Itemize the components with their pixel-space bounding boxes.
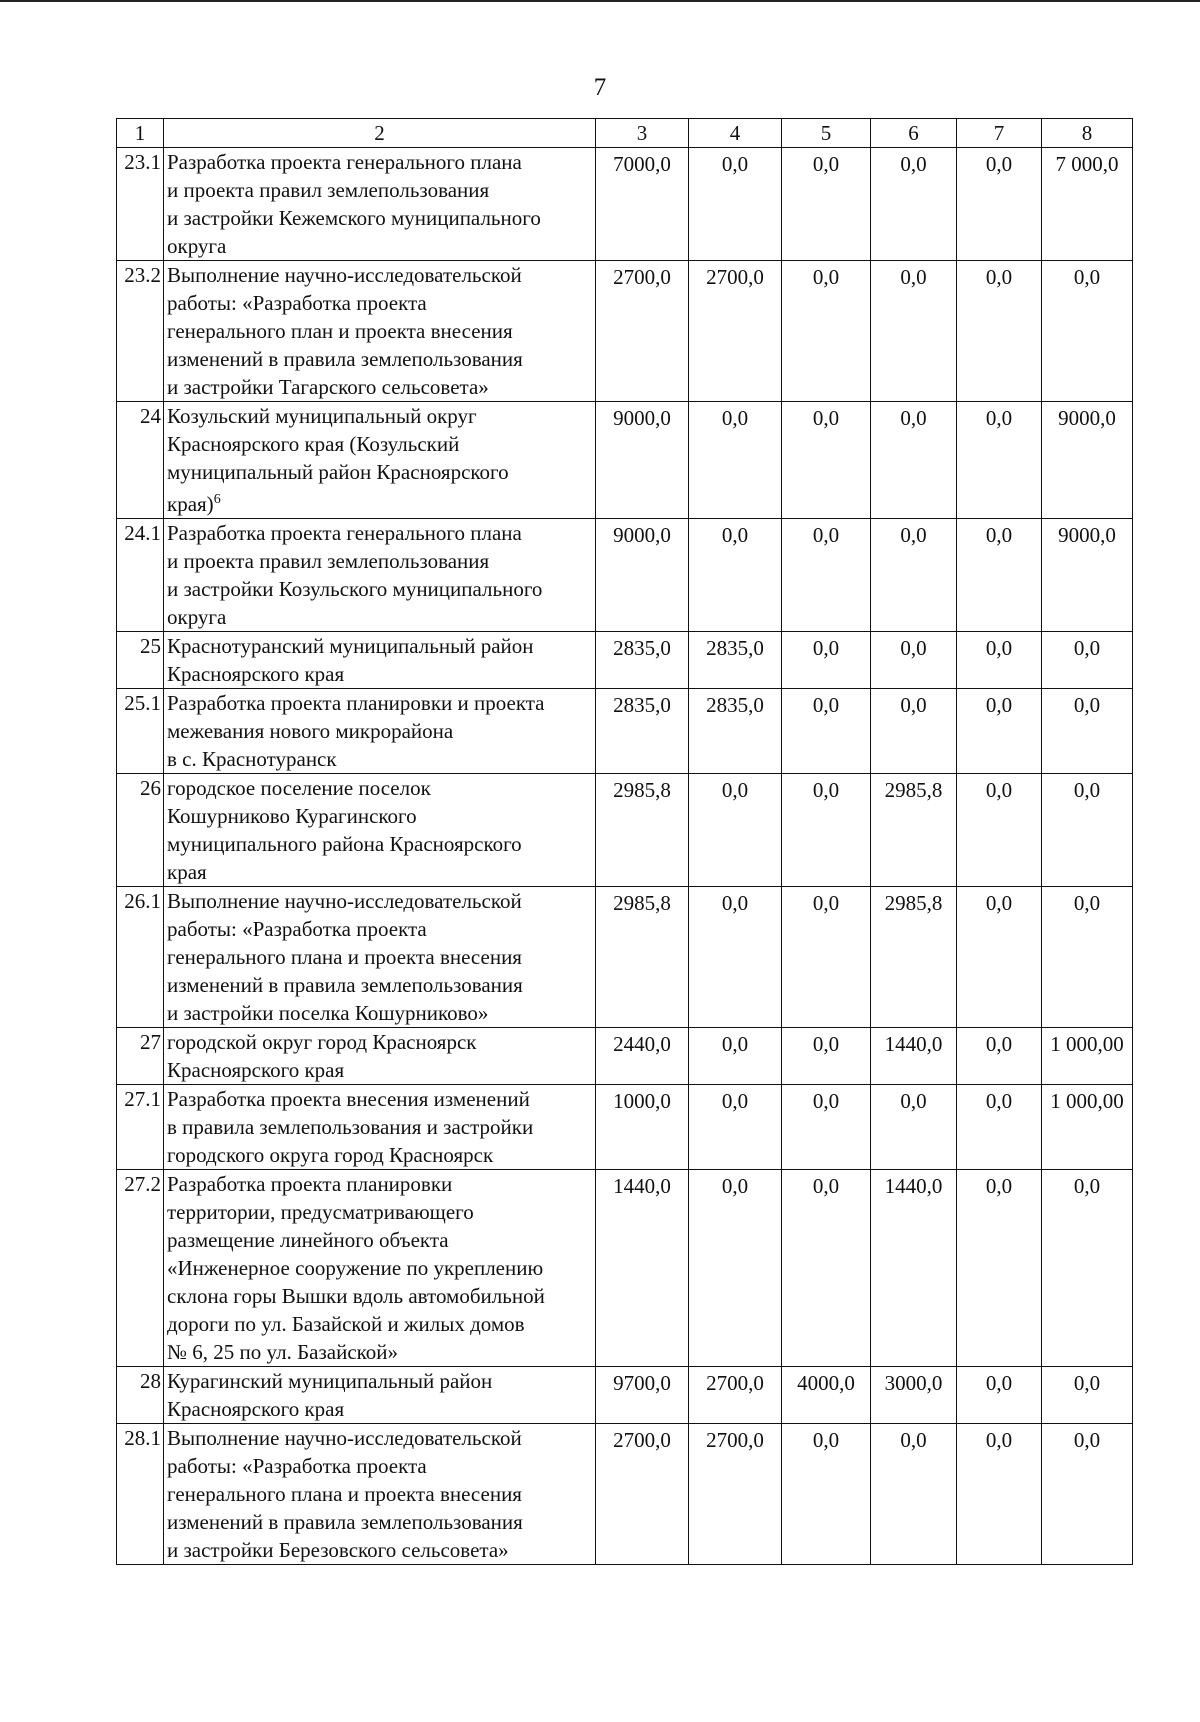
table-row xyxy=(117,519,1133,632)
description-line xyxy=(167,1170,593,1198)
description-text: Краснотуранский муниципальный район xyxy=(167,634,534,658)
description-text: края xyxy=(167,860,207,884)
description-text: и проекта правил землепользования xyxy=(167,549,490,573)
value-cell-col8: 0,0 xyxy=(1042,887,1133,1028)
value-cell-col3: 7000,0 xyxy=(596,148,689,261)
description-text: работы: «Разработка проекта xyxy=(167,291,427,315)
value-cell-col5: 0,0 xyxy=(782,1170,871,1367)
value-cell-col8: 1 000,00 xyxy=(1042,1028,1133,1085)
footnote-marker: 6 xyxy=(213,492,221,507)
description-text: генерального плана и проекта внесения xyxy=(167,945,522,969)
value-cell-col8: 0,0 xyxy=(1042,774,1133,887)
value-cell-col8: 9000,0 xyxy=(1042,402,1133,519)
description-line xyxy=(167,232,593,260)
row-number: 25 xyxy=(117,632,164,689)
description-text: в с. Краснотуранск xyxy=(167,747,337,771)
value-cell-col5: 0,0 xyxy=(782,1085,871,1170)
description-text: городского округа город Красноярск xyxy=(167,1143,494,1167)
description-line xyxy=(167,887,593,915)
row-number: 28 xyxy=(117,1367,164,1424)
column-header: 1 xyxy=(117,119,164,148)
description-text: округа xyxy=(167,234,227,258)
table-body xyxy=(117,148,1133,1565)
row-number: 26.1 xyxy=(117,887,164,1028)
table-row xyxy=(117,632,1133,689)
row-number: 27 xyxy=(117,1028,164,1085)
description-text: изменений в правила землепользования xyxy=(167,973,523,997)
row-description xyxy=(164,632,596,689)
row-number: 27.2 xyxy=(117,1170,164,1367)
value-cell-col7: 0,0 xyxy=(957,148,1042,261)
description-text: городское поселение поселок xyxy=(167,776,431,800)
description-line xyxy=(167,345,593,373)
value-cell-col3: 1000,0 xyxy=(596,1085,689,1170)
description-line xyxy=(167,745,593,773)
value-cell-col5: 0,0 xyxy=(782,261,871,402)
value-cell-col6: 1440,0 xyxy=(871,1028,957,1085)
value-cell-col6: 0,0 xyxy=(871,261,957,402)
description-line xyxy=(167,1480,593,1508)
column-header: 3 xyxy=(596,119,689,148)
table-row xyxy=(117,1170,1133,1367)
description-text: края) xyxy=(167,492,214,516)
value-cell-col3: 2835,0 xyxy=(596,632,689,689)
description-line xyxy=(167,1198,593,1226)
description-text: размещение линейного объекта xyxy=(167,1228,449,1252)
description-line xyxy=(167,1254,593,1282)
description-line xyxy=(167,1508,593,1536)
row-number: 24.1 xyxy=(117,519,164,632)
description-text: Красноярского края (Козульский xyxy=(167,432,460,456)
description-text: и застройки поселка Кошурниково» xyxy=(167,1001,489,1025)
value-cell-col8: 9000,0 xyxy=(1042,519,1133,632)
column-header: 6 xyxy=(871,119,957,148)
value-cell-col6: 2985,8 xyxy=(871,774,957,887)
description-text: муниципального района Красноярского xyxy=(167,832,522,856)
row-number: 24 xyxy=(117,402,164,519)
description-text: Кошурниково Курагинского xyxy=(167,804,417,828)
description-text: Разработка проекта генерального плана xyxy=(167,521,522,545)
row-number: 23.2 xyxy=(117,261,164,402)
description-line xyxy=(167,519,593,547)
description-text: Выполнение научно-исследовательской xyxy=(167,1426,522,1450)
description-line xyxy=(167,943,593,971)
value-cell-col8: 0,0 xyxy=(1042,1424,1133,1565)
value-cell-col4: 2700,0 xyxy=(689,1424,782,1565)
description-line xyxy=(167,486,593,518)
description-text: Разработка проекта внесения изменений xyxy=(167,1087,530,1111)
row-description xyxy=(164,887,596,1028)
value-cell-col8: 0,0 xyxy=(1042,632,1133,689)
description-line xyxy=(167,999,593,1027)
row-description xyxy=(164,148,596,261)
value-cell-col7: 0,0 xyxy=(957,1367,1042,1424)
value-cell-col6: 1440,0 xyxy=(871,1170,957,1367)
value-cell-col7: 0,0 xyxy=(957,1085,1042,1170)
description-text: городской округ город Красноярск xyxy=(167,1030,477,1054)
description-text: «Инженерное сооружение по укреплению xyxy=(167,1256,544,1280)
column-header: 5 xyxy=(782,119,871,148)
value-cell-col3: 2985,8 xyxy=(596,774,689,887)
description-text: работы: «Разработка проекта xyxy=(167,1454,427,1478)
value-cell-col6: 0,0 xyxy=(871,402,957,519)
value-cell-col3: 9000,0 xyxy=(596,402,689,519)
description-line xyxy=(167,575,593,603)
value-cell-col3: 2985,8 xyxy=(596,887,689,1028)
value-cell-col5: 0,0 xyxy=(782,148,871,261)
description-text: межевания нового микрорайона xyxy=(167,719,454,743)
row-number: 23.1 xyxy=(117,148,164,261)
value-cell-col5: 0,0 xyxy=(782,887,871,1028)
description-text: работы: «Разработка проекта xyxy=(167,917,427,941)
table-row xyxy=(117,1085,1133,1170)
table-row xyxy=(117,148,1133,261)
value-cell-col8: 1 000,00 xyxy=(1042,1085,1133,1170)
description-line xyxy=(167,689,593,717)
description-line xyxy=(167,1310,593,1338)
description-text: Красноярского края xyxy=(167,662,345,686)
row-description xyxy=(164,1367,596,1424)
header-row xyxy=(117,119,1133,148)
description-line xyxy=(167,1424,593,1452)
value-cell-col6: 0,0 xyxy=(871,1085,957,1170)
description-line xyxy=(167,1395,593,1423)
column-header: 7 xyxy=(957,119,1042,148)
description-line xyxy=(167,1141,593,1169)
table-row xyxy=(117,261,1133,402)
description-line xyxy=(167,858,593,886)
description-line xyxy=(167,1536,593,1564)
row-description xyxy=(164,261,596,402)
value-cell-col7: 0,0 xyxy=(957,774,1042,887)
value-cell-col4: 0,0 xyxy=(689,774,782,887)
value-cell-col4: 0,0 xyxy=(689,1085,782,1170)
value-cell-col3: 9000,0 xyxy=(596,519,689,632)
column-header: 2 xyxy=(164,119,596,148)
value-cell-col4: 2835,0 xyxy=(689,689,782,774)
description-line xyxy=(167,458,593,486)
value-cell-col7: 0,0 xyxy=(957,1028,1042,1085)
value-cell-col4: 2835,0 xyxy=(689,632,782,689)
table-row xyxy=(117,1028,1133,1085)
value-cell-col3: 9700,0 xyxy=(596,1367,689,1424)
table-row xyxy=(117,402,1133,519)
column-header: 8 xyxy=(1042,119,1133,148)
row-description xyxy=(164,1085,596,1170)
value-cell-col5: 0,0 xyxy=(782,774,871,887)
value-cell-col7: 0,0 xyxy=(957,689,1042,774)
value-cell-col5: 0,0 xyxy=(782,519,871,632)
description-text: и застройки Тагарского сельсовета» xyxy=(167,375,489,399)
description-text: Выполнение научно-исследовательской xyxy=(167,263,522,287)
description-line xyxy=(167,1085,593,1113)
description-text: Разработка проекта планировки xyxy=(167,1172,453,1196)
value-cell-col5: 0,0 xyxy=(782,1028,871,1085)
value-cell-col5: 0,0 xyxy=(782,1424,871,1565)
value-cell-col7: 0,0 xyxy=(957,632,1042,689)
row-description xyxy=(164,774,596,887)
value-cell-col6: 2985,8 xyxy=(871,887,957,1028)
value-cell-col8: 0,0 xyxy=(1042,1367,1133,1424)
description-line xyxy=(167,176,593,204)
column-header: 4 xyxy=(689,119,782,148)
funding-table xyxy=(116,118,1133,1565)
value-cell-col8: 0,0 xyxy=(1042,689,1133,774)
description-text: и застройки Козульского муниципального xyxy=(167,577,543,601)
value-cell-col6: 3000,0 xyxy=(871,1367,957,1424)
description-line xyxy=(167,1367,593,1395)
description-line xyxy=(167,1452,593,1480)
description-line xyxy=(167,261,593,289)
value-cell-col6: 0,0 xyxy=(871,632,957,689)
value-cell-col6: 0,0 xyxy=(871,519,957,632)
value-cell-col4: 0,0 xyxy=(689,519,782,632)
row-description xyxy=(164,1424,596,1565)
row-description xyxy=(164,1170,596,1367)
description-text: муниципальный район Красноярского xyxy=(167,460,509,484)
description-text: и проекта правил землепользования xyxy=(167,178,490,202)
table-row xyxy=(117,774,1133,887)
description-line xyxy=(167,430,593,458)
value-cell-col7: 0,0 xyxy=(957,402,1042,519)
value-cell-col8: 7 000,0 xyxy=(1042,148,1133,261)
value-cell-col7: 0,0 xyxy=(957,1424,1042,1565)
description-line xyxy=(167,774,593,802)
description-line xyxy=(167,1113,593,1141)
description-line xyxy=(167,830,593,858)
description-line xyxy=(167,603,593,631)
description-text: склона горы Вышки вдоль автомобильной xyxy=(167,1284,545,1308)
description-line xyxy=(167,547,593,575)
table-row xyxy=(117,1367,1133,1424)
value-cell-col5: 0,0 xyxy=(782,689,871,774)
value-cell-col3: 2700,0 xyxy=(596,1424,689,1565)
value-cell-col6: 0,0 xyxy=(871,1424,957,1565)
value-cell-col5: 4000,0 xyxy=(782,1367,871,1424)
description-text: генерального план и проекта внесения xyxy=(167,319,513,343)
description-text: генерального плана и проекта внесения xyxy=(167,1482,522,1506)
row-number: 27.1 xyxy=(117,1085,164,1170)
value-cell-col4: 2700,0 xyxy=(689,1367,782,1424)
description-text: и застройки Березовского сельсовета» xyxy=(167,1538,509,1562)
description-line xyxy=(167,1028,593,1056)
description-text: Красноярского края xyxy=(167,1397,345,1421)
description-text: № 6, 25 по ул. Базайской» xyxy=(167,1340,399,1364)
page-number: 7 xyxy=(593,74,607,101)
value-cell-col6: 0,0 xyxy=(871,148,957,261)
description-line xyxy=(167,402,593,430)
value-cell-col7: 0,0 xyxy=(957,519,1042,632)
description-line xyxy=(167,204,593,232)
value-cell-col7: 0,0 xyxy=(957,887,1042,1028)
description-line xyxy=(167,915,593,943)
description-line xyxy=(167,971,593,999)
description-text: и застройки Кежемского муниципального xyxy=(167,206,541,230)
description-text: округа xyxy=(167,605,227,629)
description-line xyxy=(167,717,593,745)
row-number: 28.1 xyxy=(117,1424,164,1565)
value-cell-col7: 0,0 xyxy=(957,1170,1042,1367)
description-text: Красноярского края xyxy=(167,1058,345,1082)
description-text: изменений в правила землепользования xyxy=(167,1510,523,1534)
description-text: Курагинский муниципальный район xyxy=(167,1369,493,1393)
description-text: Разработка проекта генерального плана xyxy=(167,150,522,174)
description-line xyxy=(167,1226,593,1254)
table-row xyxy=(117,1424,1133,1565)
row-description xyxy=(164,689,596,774)
description-line xyxy=(167,1338,593,1366)
description-line xyxy=(167,632,593,660)
value-cell-col3: 2700,0 xyxy=(596,261,689,402)
value-cell-col7: 0,0 xyxy=(957,261,1042,402)
value-cell-col4: 0,0 xyxy=(689,1170,782,1367)
description-line xyxy=(167,1282,593,1310)
description-text: Выполнение научно-исследовательской xyxy=(167,889,522,913)
description-text: в правила землепользования и застройки xyxy=(167,1115,534,1139)
description-line xyxy=(167,373,593,401)
value-cell-col3: 2835,0 xyxy=(596,689,689,774)
value-cell-col3: 1440,0 xyxy=(596,1170,689,1367)
description-text: Разработка проекта планировки и проекта xyxy=(167,691,545,715)
value-cell-col4: 0,0 xyxy=(689,148,782,261)
value-cell-col4: 0,0 xyxy=(689,1028,782,1085)
value-cell-col4: 2700,0 xyxy=(689,261,782,402)
value-cell-col8: 0,0 xyxy=(1042,261,1133,402)
row-number: 26 xyxy=(117,774,164,887)
table-row xyxy=(117,887,1133,1028)
description-text: Козульский муниципальный округ xyxy=(167,404,477,428)
row-description xyxy=(164,519,596,632)
table-row xyxy=(117,689,1133,774)
value-cell-col4: 0,0 xyxy=(689,887,782,1028)
top-border-line xyxy=(0,0,1200,2)
description-line xyxy=(167,148,593,176)
value-cell-col5: 0,0 xyxy=(782,632,871,689)
value-cell-col3: 2440,0 xyxy=(596,1028,689,1085)
description-line xyxy=(167,289,593,317)
row-description xyxy=(164,402,596,519)
description-line xyxy=(167,802,593,830)
row-number: 25.1 xyxy=(117,689,164,774)
value-cell-col4: 0,0 xyxy=(689,402,782,519)
description-line xyxy=(167,317,593,345)
description-text: изменений в правила землепользования xyxy=(167,347,523,371)
description-text: дороги по ул. Базайской и жилых домов xyxy=(167,1312,525,1336)
description-line xyxy=(167,1056,593,1084)
description-line xyxy=(167,660,593,688)
value-cell-col6: 0,0 xyxy=(871,689,957,774)
value-cell-col8: 0,0 xyxy=(1042,1170,1133,1367)
value-cell-col5: 0,0 xyxy=(782,402,871,519)
row-description xyxy=(164,1028,596,1085)
description-text: территории, предусматривающего xyxy=(167,1200,474,1224)
